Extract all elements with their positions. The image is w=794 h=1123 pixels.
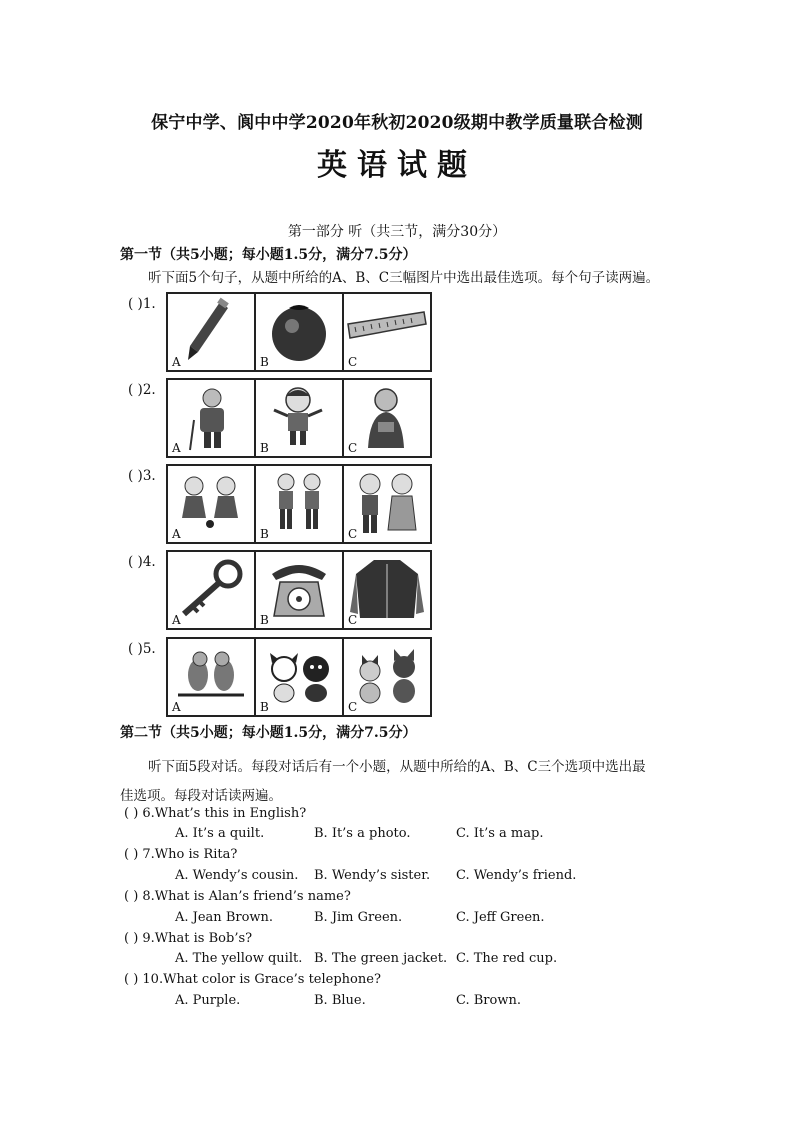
boy-icon <box>256 380 342 456</box>
key-icon <box>168 552 254 628</box>
option-label: C <box>348 700 358 714</box>
parrots-icon <box>168 639 254 715</box>
question-6-option-b: B. It’s a photo. <box>314 826 411 841</box>
part1-title: 第一部分 听（共三节，满分30分） <box>287 224 507 240</box>
question-8-option-b: B. Jim Green. <box>314 910 403 925</box>
section1-heading: 第一节（共5小题；每小题1.5分，满分7.5分） <box>120 247 417 263</box>
option-label: A <box>172 441 181 455</box>
question-7-prompt: ( ) 7.Who is Rita? <box>124 847 238 862</box>
question-8-option-c: C. Jeff Green. <box>456 910 545 925</box>
question-4-number: ( )4. <box>128 554 156 570</box>
question-7-option-c: C. Wendy’s friend. <box>456 868 577 883</box>
tomato-icon <box>256 294 342 370</box>
question-3-pictures <box>166 464 432 544</box>
two-girls-icon <box>168 466 254 542</box>
question-6-prompt: ( ) 6.What’s this in English? <box>124 806 307 821</box>
question-9-option-a: A. The yellow quilt. <box>175 951 303 966</box>
question-6-option-a: A. It’s a quilt. <box>175 826 265 841</box>
question-7-option-b: B. Wendy’s sister. <box>314 868 431 883</box>
question-10-option-b: B. Blue. <box>314 993 366 1008</box>
section2-instruction-line1: 听下面5段对话。每段对话后有一个小题，从题中所给的A、B、C三个选项中选出最 <box>148 759 646 775</box>
question-10-option-a: A. Purple. <box>175 993 241 1008</box>
option-label: B <box>260 527 269 541</box>
question-5-pictures <box>166 637 432 717</box>
option-label: C <box>348 355 358 369</box>
option-label: B <box>260 441 269 455</box>
grandmother-icon <box>344 380 430 456</box>
question-1-number: ( )1. <box>128 296 156 312</box>
option-label: B <box>260 613 269 627</box>
boy-and-girl-icon <box>344 466 430 542</box>
exam-school-title: 保宁中学、阆中中学2020年秋初2020级期中教学质量联合检测 <box>151 113 643 133</box>
option-label: C <box>348 441 358 455</box>
option-label: A <box>172 700 181 714</box>
section1-instruction: 听下面5个句子，从题中所给的A、B、C三幅图片中选出最佳选项。每个句子读两遍。 <box>148 270 660 286</box>
telephone-icon <box>256 552 342 628</box>
option-label: A <box>172 613 181 627</box>
question-5-number: ( )5. <box>128 641 156 657</box>
section2-heading: 第二节（共5小题；每小题1.5分，满分7.5分） <box>120 725 417 741</box>
cats-icon <box>344 639 430 715</box>
question-9-option-b: B. The green jacket. <box>314 951 448 966</box>
question-8-option-a: A. Jean Brown. <box>175 910 274 925</box>
exam-title: 英语试题 <box>317 148 477 183</box>
question-10-prompt: ( ) 10.What color is Grace’s telephone? <box>124 972 381 987</box>
question-2-pictures <box>166 378 432 458</box>
option-label: B <box>260 355 269 369</box>
grandfather-icon <box>168 380 254 456</box>
question-10-option-c: C. Brown. <box>456 993 521 1008</box>
option-label: A <box>172 527 181 541</box>
jacket-icon <box>344 552 430 628</box>
question-4-pictures <box>166 550 432 630</box>
question-3-number: ( )3. <box>128 468 156 484</box>
section2-instruction-line2: 佳选项。每段对话读两遍。 <box>120 788 282 804</box>
question-7-option-a: A. Wendy’s cousin. <box>175 868 299 883</box>
option-label: B <box>260 700 269 714</box>
question-9-prompt: ( ) 9.What is Bob’s? <box>124 931 253 946</box>
ruler-icon <box>344 294 430 370</box>
question-2-number: ( )2. <box>128 382 156 398</box>
option-label: C <box>348 527 358 541</box>
pen-icon <box>168 294 254 370</box>
option-label: C <box>348 613 358 627</box>
question-1-pictures <box>166 292 432 372</box>
dogs-icon <box>256 639 342 715</box>
question-9-option-c: C. The red cup. <box>456 951 558 966</box>
option-label: A <box>172 355 181 369</box>
question-6-option-c: C. It’s a map. <box>456 826 544 841</box>
question-8-prompt: ( ) 8.What is Alan’s friend’s name? <box>124 889 351 904</box>
two-boys-icon <box>256 466 342 542</box>
